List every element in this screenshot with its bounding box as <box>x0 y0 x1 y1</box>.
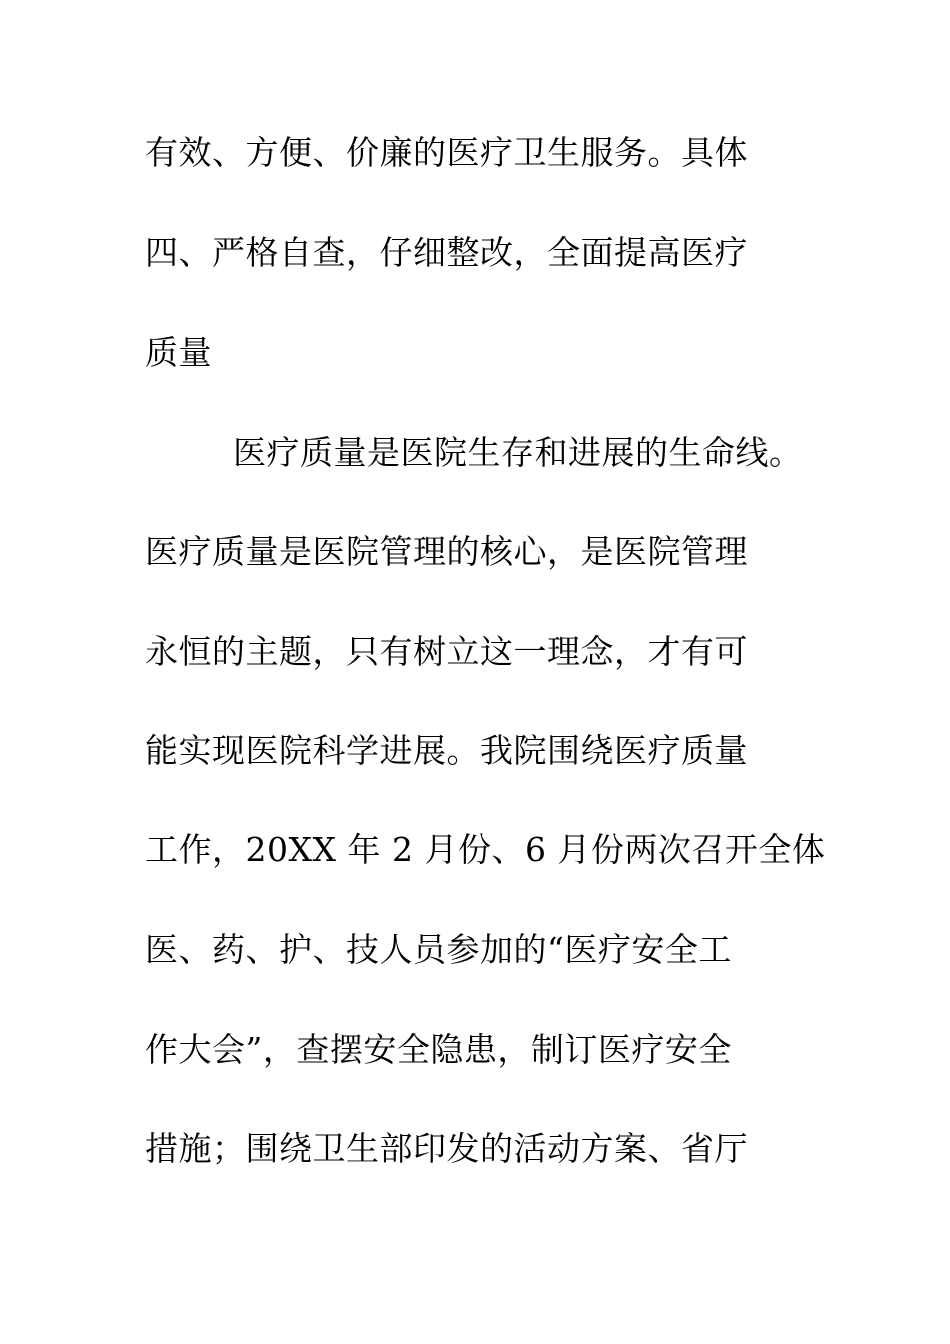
text-line: 工作，20XX 年 2 月份、6 月份两次召开全体 <box>145 830 826 869</box>
text-line: 医疗质量是医院管理的核心，是医院管理 <box>145 532 748 571</box>
text-line: 医、药、护、技人员参加的“医疗安全工 <box>145 930 732 969</box>
text-line: 有效、方便、价廉的医疗卫生服务。具体 <box>145 133 748 172</box>
text-line: 作大会”，查摆安全隐患，制订医疗安全 <box>145 1030 732 1069</box>
section-heading: 四、严格自查，仔细整改，全面提高医疗 <box>145 233 748 272</box>
paragraph-first-line: 医疗质量是医院生存和进展的生命线。 <box>233 433 803 472</box>
section-heading-continued: 质量 <box>145 333 212 372</box>
text-line: 能实现医院科学进展。我院围绕医疗质量 <box>145 731 748 770</box>
text-line: 永恒的主题，只有树立这一理念，才有可 <box>145 632 748 671</box>
text-line: 措施；围绕卫生部印发的活动方案、省厅 <box>145 1129 748 1168</box>
